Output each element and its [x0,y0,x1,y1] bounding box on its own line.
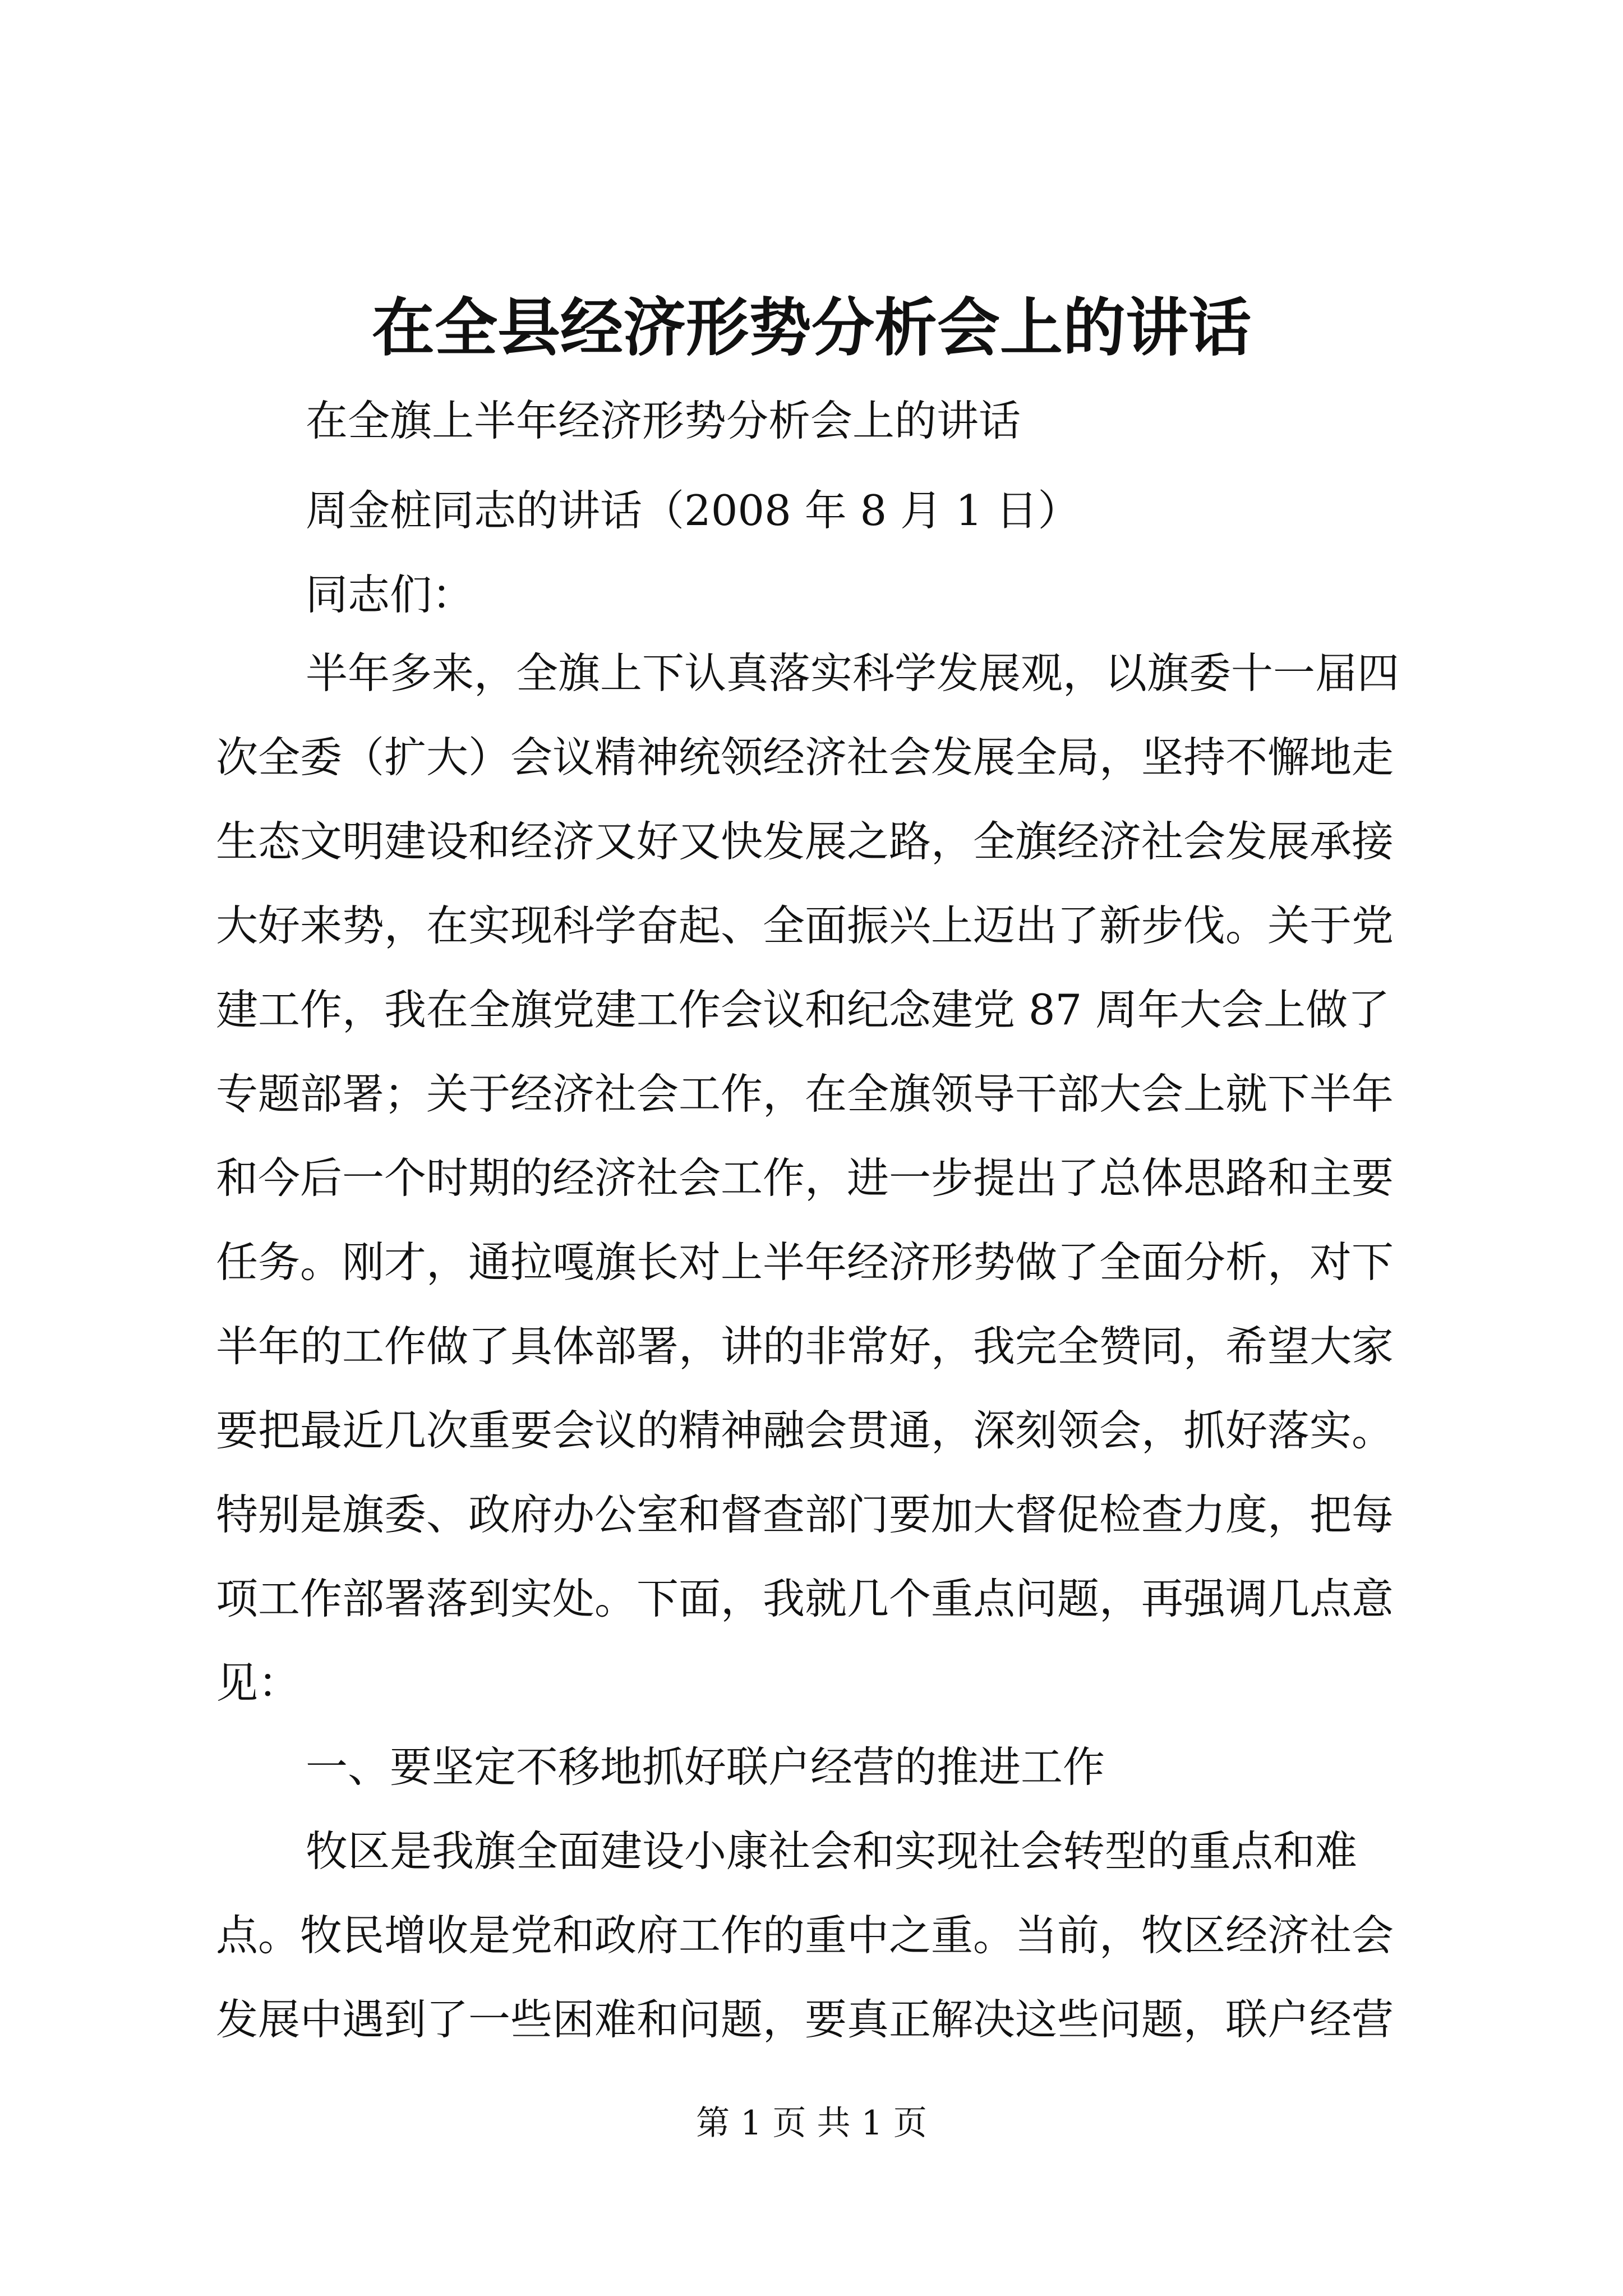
section-1-heading: 一、要坚定不移地抓好联户经营的推进工作 [306,1742,1105,1792]
paragraph-line: 专题部署；关于经济社会工作，在全旗领导干部大会上就下半年 [216,1069,1394,1119]
paragraph-line: 生态文明建设和经济又好又快发展之路，全旗经济社会发展承接 [216,817,1394,866]
paragraph-line: 点。牧民增收是党和政府工作的重中之重。当前，牧区经济社会 [216,1911,1394,1960]
speaker-line: 周金桩同志的讲话（2008 年 8 月 1 日） [306,486,1080,535]
paragraph-line: 半年的工作做了具体部署，讲的非常好，我完全赞同，希望大家 [216,1322,1394,1371]
paragraph-line: 大好来势，在实现科学奋起、全面振兴上迈出了新步伐。关于党 [216,901,1394,950]
paragraph-line: 次全委（扩大）会议精神统领经济社会发展全局，坚持不懈地走 [216,733,1394,782]
salutation: 同志们： [306,570,474,619]
paragraph-line: 任务。刚才，通拉嘎旗长对上半年经济形势做了全面分析，对下 [216,1237,1394,1287]
paragraph-line: 项工作部署落到实处。下面，我就几个重点问题，再强调几点意 [216,1574,1394,1623]
paragraph-line: 牧区是我旗全面建设小康社会和实现社会转型的重点和难 [306,1826,1358,1876]
paragraph-line: 特别是旗委、政府办公室和督查部门要加大督促检查力度，把每 [216,1490,1394,1539]
paragraph-line: 要把最近几次重要会议的精神融会贯通，深刻领会，抓好落实。 [216,1406,1394,1455]
paragraph-line: 建工作，我在全旗党建工作会议和纪念建党 87 周年大会上做了 [216,985,1390,1034]
paragraph-line: 和今后一个时期的经济社会工作，进一步提出了总体思路和主要 [216,1153,1394,1203]
paragraph-line: 发展中遇到了一些困难和问题，要真正解决这些问题，联户经营 [216,1995,1394,2044]
page-footer: 第 1 页 共 1 页 [696,2104,927,2143]
document-title: 在全县经济形势分析会上的讲话 [372,292,1251,365]
paragraph-line: 半年多来，全旗上下认真落实科学发展观，以旗委十一届四 [306,648,1400,698]
paragraph-line: 见： [216,1658,301,1708]
subtitle: 在全旗上半年经济形势分析会上的讲话 [306,396,1021,445]
